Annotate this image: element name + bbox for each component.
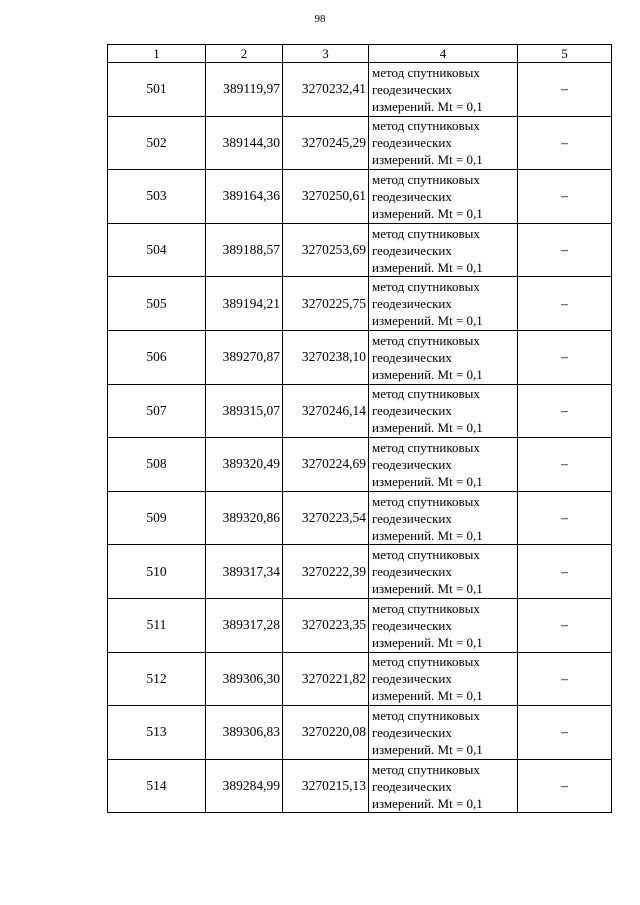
method-cell	[369, 116, 518, 170]
table-row	[108, 545, 612, 599]
method-cell	[369, 330, 518, 384]
note-cell: –	[518, 277, 612, 331]
point-id-cell: 513	[108, 706, 206, 760]
note-cell: –	[518, 330, 612, 384]
method-line: измерений. Mt = 0,1	[372, 420, 483, 436]
x-coordinate-cell: 389315,07	[206, 384, 283, 438]
table-row	[108, 652, 612, 706]
method-line: измерений. Mt = 0,1	[372, 688, 483, 704]
table-row	[108, 384, 612, 438]
y-coordinate-cell: 3270250,61	[283, 170, 369, 224]
x-coordinate-cell: 389317,28	[206, 598, 283, 652]
method-line: геодезических	[372, 81, 452, 97]
point-id-cell: 514	[108, 759, 206, 813]
method-line: метод спутниковых	[372, 493, 480, 509]
method-line: метод спутниковых	[372, 386, 480, 402]
table-row	[108, 491, 612, 545]
point-id-cell: 501	[108, 63, 206, 117]
table-row	[108, 277, 612, 331]
x-coordinate-cell: 389188,57	[206, 223, 283, 277]
method-cell	[369, 652, 518, 706]
note-cell: –	[518, 170, 612, 224]
method-line: измерений. Mt = 0,1	[372, 795, 483, 811]
header-col-4: 4	[369, 45, 518, 63]
point-id-cell: 512	[108, 652, 206, 706]
point-id-cell: 509	[108, 491, 206, 545]
method-line: метод спутниковых	[372, 707, 480, 723]
table-row	[108, 598, 612, 652]
method-cell	[369, 223, 518, 277]
table-row	[108, 116, 612, 170]
method-line: геодезических	[372, 296, 452, 312]
method-line: геодезических	[372, 456, 452, 472]
y-coordinate-cell: 3270245,29	[283, 116, 369, 170]
coordinates-table	[107, 44, 612, 813]
table-row	[108, 63, 612, 117]
note-cell: –	[518, 652, 612, 706]
x-coordinate-cell: 389306,30	[206, 652, 283, 706]
method-line: геодезических	[372, 778, 452, 794]
method-line: измерений. Mt = 0,1	[372, 152, 483, 168]
method-line: метод спутниковых	[372, 225, 480, 241]
note-cell: –	[518, 63, 612, 117]
x-coordinate-cell: 389317,34	[206, 545, 283, 599]
method-line: измерений. Mt = 0,1	[372, 741, 483, 757]
method-line: геодезических	[372, 617, 452, 633]
method-cell	[369, 438, 518, 492]
method-cell	[369, 277, 518, 331]
header-col-5: 5	[518, 45, 612, 63]
y-coordinate-cell: 3270232,41	[283, 63, 369, 117]
point-id-cell: 511	[108, 598, 206, 652]
x-coordinate-cell: 389270,87	[206, 330, 283, 384]
method-line: измерений. Mt = 0,1	[372, 473, 483, 489]
x-coordinate-cell: 389144,30	[206, 116, 283, 170]
x-coordinate-cell: 389119,97	[206, 63, 283, 117]
method-cell	[369, 63, 518, 117]
table-row	[108, 330, 612, 384]
note-cell: –	[518, 223, 612, 277]
y-coordinate-cell: 3270215,13	[283, 759, 369, 813]
method-line: метод спутниковых	[372, 547, 480, 563]
point-id-cell: 503	[108, 170, 206, 224]
x-coordinate-cell: 389306,83	[206, 706, 283, 760]
method-line: измерений. Mt = 0,1	[372, 634, 483, 650]
method-line: измерений. Mt = 0,1	[372, 581, 483, 597]
method-line: метод спутниковых	[372, 118, 480, 134]
header-col-3: 3	[283, 45, 369, 63]
y-coordinate-cell: 3270222,39	[283, 545, 369, 599]
y-coordinate-cell: 3270220,08	[283, 706, 369, 760]
y-coordinate-cell: 3270238,10	[283, 330, 369, 384]
method-line: геодезических	[372, 403, 452, 419]
method-cell	[369, 491, 518, 545]
method-line: геодезических	[372, 671, 452, 687]
table-row	[108, 706, 612, 760]
note-cell: –	[518, 438, 612, 492]
method-line: геодезических	[372, 510, 452, 526]
method-cell	[369, 170, 518, 224]
method-line: измерений. Mt = 0,1	[372, 366, 483, 382]
table-row	[108, 759, 612, 813]
x-coordinate-cell: 389320,49	[206, 438, 283, 492]
note-cell: –	[518, 384, 612, 438]
note-cell: –	[518, 706, 612, 760]
method-line: геодезических	[372, 349, 452, 365]
method-line: измерений. Mt = 0,1	[372, 527, 483, 543]
method-line: метод спутниковых	[372, 600, 480, 616]
method-cell	[369, 706, 518, 760]
table-row	[108, 170, 612, 224]
x-coordinate-cell: 389194,21	[206, 277, 283, 331]
point-id-cell: 504	[108, 223, 206, 277]
method-line: метод спутниковых	[372, 279, 480, 295]
method-line: геодезических	[372, 135, 452, 151]
method-line: измерений. Mt = 0,1	[372, 98, 483, 114]
point-id-cell: 508	[108, 438, 206, 492]
y-coordinate-cell: 3270253,69	[283, 223, 369, 277]
note-cell: –	[518, 116, 612, 170]
x-coordinate-cell: 389284,99	[206, 759, 283, 813]
method-line: измерений. Mt = 0,1	[372, 259, 483, 275]
note-cell: –	[518, 545, 612, 599]
method-line: измерений. Mt = 0,1	[372, 313, 483, 329]
y-coordinate-cell: 3270246,14	[283, 384, 369, 438]
page-number: 98	[314, 13, 326, 25]
method-line: геодезических	[372, 242, 452, 258]
method-line: метод спутниковых	[372, 654, 480, 670]
method-cell	[369, 384, 518, 438]
method-line: геодезических	[372, 188, 452, 204]
method-line: метод спутниковых	[372, 439, 480, 455]
method-cell	[369, 545, 518, 599]
method-cell	[369, 598, 518, 652]
note-cell: –	[518, 598, 612, 652]
point-id-cell: 505	[108, 277, 206, 331]
method-line: метод спутниковых	[372, 761, 480, 777]
y-coordinate-cell: 3270224,69	[283, 438, 369, 492]
point-id-cell: 507	[108, 384, 206, 438]
note-cell: –	[518, 759, 612, 813]
method-line: метод спутниковых	[372, 64, 480, 80]
table-header-row	[108, 45, 612, 63]
note-cell: –	[518, 491, 612, 545]
y-coordinate-cell: 3270225,75	[283, 277, 369, 331]
y-coordinate-cell: 3270221,82	[283, 652, 369, 706]
method-cell	[369, 759, 518, 813]
table-body	[108, 63, 612, 813]
y-coordinate-cell: 3270223,35	[283, 598, 369, 652]
header-col-1: 1	[108, 45, 206, 63]
method-line: метод спутниковых	[372, 171, 480, 187]
point-id-cell: 506	[108, 330, 206, 384]
x-coordinate-cell: 389164,36	[206, 170, 283, 224]
method-line: метод спутниковых	[372, 332, 480, 348]
table-row	[108, 438, 612, 492]
point-id-cell: 510	[108, 545, 206, 599]
method-line: геодезических	[372, 724, 452, 740]
y-coordinate-cell: 3270223,54	[283, 491, 369, 545]
point-id-cell: 502	[108, 116, 206, 170]
method-line: геодезических	[372, 564, 452, 580]
x-coordinate-cell: 389320,86	[206, 491, 283, 545]
method-line: измерений. Mt = 0,1	[372, 205, 483, 221]
table-row	[108, 223, 612, 277]
header-col-2: 2	[206, 45, 283, 63]
